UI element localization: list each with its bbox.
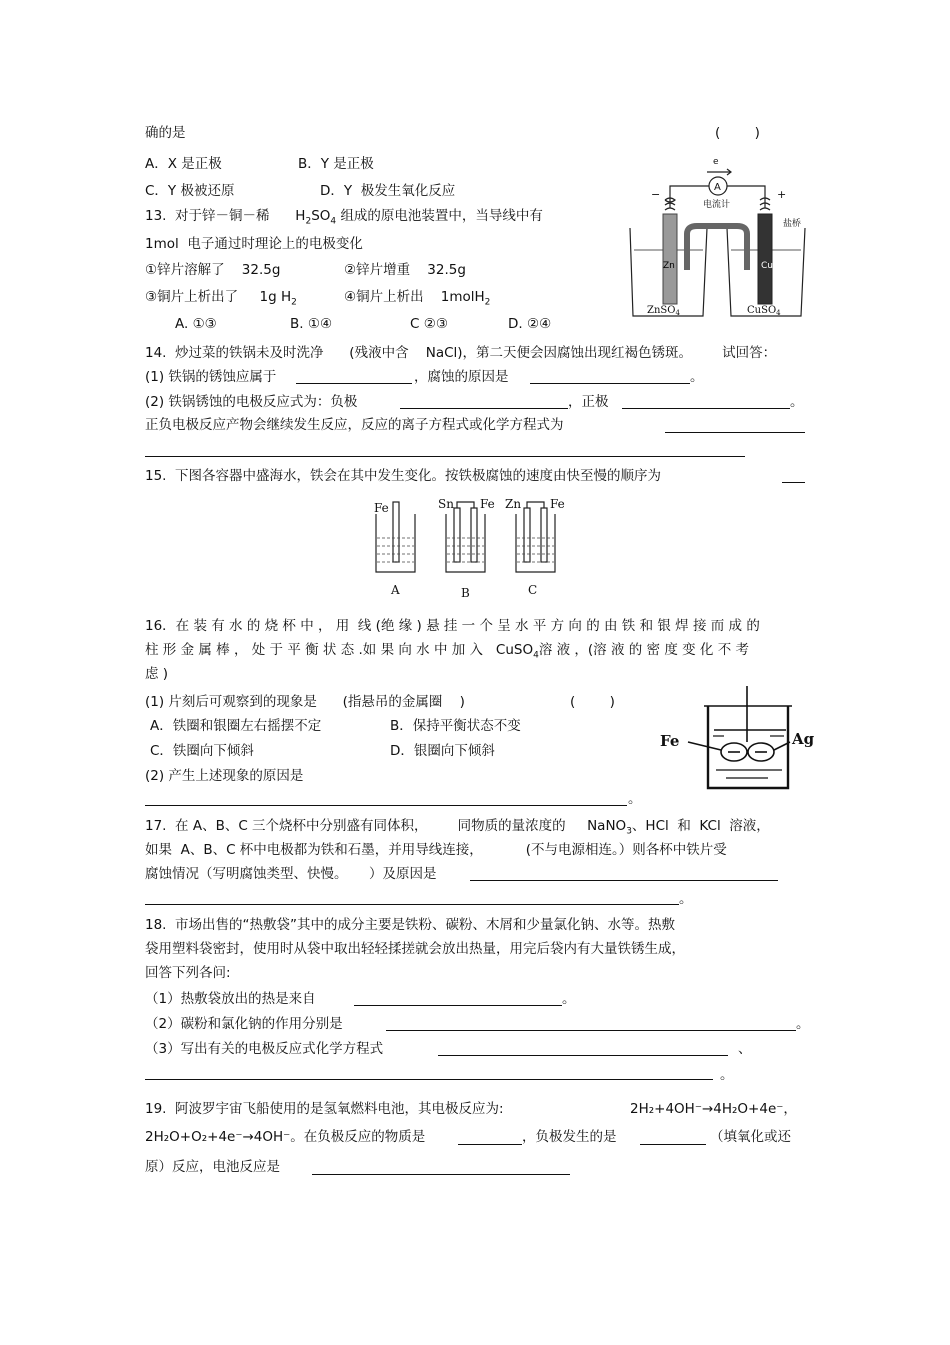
q16-line1: 16．在 装 有 水 的 烧 杯 中 ， 用 线 (绝 缘 ) 悬 挂 一 个 呈 水 平 方 向 的 由 铁 和 银 焊 接 而 成 的: [145, 618, 760, 634]
q19-line3: 原）反应，电池反应是: [145, 1159, 280, 1175]
q18-blank-3b[interactable]: [145, 1079, 713, 1080]
q17-line3: 腐蚀情况（写明腐蚀类型、快慢。 ）及原因是: [145, 866, 437, 882]
q14-line3-a: (2) 铁锅锈蚀的电极反应式为：负极: [145, 394, 358, 410]
q13-choice-b: B. ①④: [290, 316, 333, 332]
q19-blank-substance[interactable]: [458, 1144, 522, 1145]
q13-line2: 1mol 电子通过时理论上的电极变化: [145, 236, 363, 252]
electron-label: e: [713, 157, 719, 167]
q13-choice-c: C ②③: [410, 316, 448, 332]
salt-bridge-label: 盐桥: [783, 219, 802, 229]
q17-line1: 17. 在 A、B、C 三个烧杯中分别盛有同体积， 同物质的量浓度的 NaNO$_3$、HCl 和 KCl 溶液，: [145, 818, 770, 837]
minus-sign: −: [651, 188, 661, 201]
q17-line2: 如果 A、B、C 杯中电极都为铁和石墨，并用导线连接， (不与电源相连。）则各杯中铁片受: [145, 842, 727, 858]
q19-line2-c: （填氧化或还: [710, 1129, 791, 1145]
q16-q1: (1) 片刻后可观察到的现象是 (指悬吊的金属圈 ): [145, 694, 465, 710]
label-a: A: [391, 583, 400, 597]
q14-blank-eq-a[interactable]: [665, 432, 805, 433]
q16-line2: 柱 形 金 属 棒 ， 处 于 平 衡 状 态 .如 果 向 水 中 加 入 CuSO$_4$溶 液 ，(溶 液 的 密 度 变 化 不 考: [145, 642, 750, 661]
fe-label: Fe: [660, 732, 680, 750]
q18-blank-2[interactable]: [386, 1030, 796, 1031]
q14-line3-b: ，正极: [568, 394, 609, 410]
q12-tail: 确的是: [145, 125, 186, 141]
label-sn: Sn: [438, 497, 454, 511]
label-fe-c: Fe: [550, 497, 565, 511]
label-fe-b: Fe: [480, 497, 495, 511]
q18-line3: 回答下列各问:: [145, 965, 231, 981]
q12-answer-paren[interactable]: ( ): [715, 125, 760, 141]
q16-blank-reason[interactable]: [145, 805, 627, 806]
q15-blank[interactable]: [782, 482, 805, 483]
q16-period: 。: [628, 791, 642, 807]
q16-option-d: D．银圈向下倾斜: [390, 743, 495, 759]
q16-option-a: A．铁圈和银圈左右摇摆不定: [150, 718, 322, 734]
q13-option-3: ③铜片上析出了 1g $H_2$: [145, 289, 297, 308]
q14-line1: 14. 炒过菜的铁锅未及时洗净 (残液中含 NaCl)，第二天便会因腐蚀出现红褐色锈斑。 试回答：: [145, 345, 777, 361]
hanging-ring-diagram: [658, 684, 818, 794]
q14-period-1: 。: [690, 369, 704, 385]
q18-period-3: 。: [720, 1067, 734, 1083]
q19-line1: 19. 阿波罗宇宙飞船使用的是氢氧燃料电池，其电极反应为:: [145, 1101, 504, 1117]
meter-label: 电流计: [703, 200, 731, 210]
q13-line1: 13. 对于锌－铜－稀 $H_2SO_4$ 组成的原电池装置中，当导线中有: [145, 208, 543, 227]
q12-option-b: B．Y 是正极: [298, 156, 374, 172]
plus-sign: +: [777, 188, 787, 201]
q13-choice-a: A. ①③: [175, 316, 217, 332]
q19-line2-b: ，负极发生的是: [522, 1129, 617, 1145]
zn-label: Zn: [663, 261, 675, 271]
q13-option-1: ①锌片溶解了 32.5g: [145, 262, 281, 278]
q17-blank-a[interactable]: [470, 880, 778, 881]
q14-blank-type[interactable]: [296, 383, 412, 384]
label-fe-a: Fe: [374, 501, 389, 515]
q18-sep: 、: [738, 1041, 752, 1057]
q18-s2: （2）碳粉和氯化钠的作用分别是: [145, 1016, 343, 1032]
q18-blank-3a[interactable]: [438, 1055, 728, 1056]
q17-blank-b[interactable]: [145, 904, 679, 905]
q19-eq1: 2H₂+4OH⁻→4H₂O+4e⁻，: [630, 1101, 797, 1117]
q14-blank-negative[interactable]: [400, 408, 568, 409]
znso4-label: ZnSO$_4$: [647, 305, 680, 317]
q13-option-4: ④铜片上析出 1molH$_2$: [344, 289, 491, 308]
q19-line2-a: 2H₂O+O₂+4e⁻→4OH⁻。在负极反应的物质是: [145, 1129, 426, 1145]
q12-option-c: C．Y 极被还原: [145, 183, 235, 199]
label-c: C: [528, 583, 538, 597]
q13-choice-d: D. ②④: [508, 316, 552, 332]
ag-label: Ag: [792, 730, 815, 748]
q18-s1: （1）热敷袋放出的热是来自: [145, 991, 316, 1007]
q18-period-2: 。: [796, 1016, 810, 1032]
q14-blank-positive[interactable]: [622, 408, 790, 409]
q16-q2: (2) 产生上述现象的原因是: [145, 768, 304, 784]
q16-option-b: B．保持平衡状态不变: [390, 718, 521, 734]
q18-line1: 18. 市场出售的“热敷袋”其中的成分主要是铁粉、碳粉、木屑和少量氯化钠、水等。热敷: [145, 917, 676, 933]
q16-line3: 虑 ): [145, 666, 169, 682]
q17-period: 。: [679, 891, 693, 907]
q14-line4: 正负电极反应产物会继续发生反应，反应的离子方程式或化学方程式为: [145, 417, 564, 433]
q18-period-1: 。: [562, 991, 576, 1007]
q16-option-c: C．铁圈向下倾斜: [150, 743, 254, 759]
q18-line2: 袋用塑料袋密封，使用时从袋中取出轻轻揉搓就会放出热量，用完后袋内有大量铁锈生成，: [145, 941, 685, 957]
q14-line2-a: (1) 铁锅的锈蚀应属于: [145, 369, 277, 385]
cuso4-label: CuSO$_4$: [747, 305, 781, 317]
q16-answer-paren[interactable]: ( ): [570, 694, 615, 710]
corrosion-beakers-diagram: [368, 496, 578, 604]
cu-label: Cu: [761, 261, 773, 271]
ammeter-label: A: [714, 182, 721, 193]
label-b: B: [461, 586, 470, 600]
q14-blank-reason[interactable]: [530, 383, 690, 384]
q14-blank-eq-b[interactable]: [145, 456, 745, 457]
q13-option-2: ②锌片增重 32.5g: [344, 262, 466, 278]
q15-line1: 15. 下图各容器中盛海水，铁会在其中发生变化。按铁极腐蚀的速度由快至慢的顺序为: [145, 468, 662, 484]
q19-blank-reaction-type[interactable]: [640, 1144, 706, 1145]
galvanic-cell-diagram: [615, 150, 815, 322]
q18-blank-1[interactable]: [354, 1005, 562, 1006]
q19-blank-overall[interactable]: [312, 1174, 570, 1175]
q14-period-2: 。: [790, 394, 804, 410]
label-zn: Zn: [505, 497, 522, 511]
q14-line2-b: ，腐蚀的原因是: [414, 369, 509, 385]
q12-option-a: A．X 是正极: [145, 156, 222, 172]
q12-option-d: D．Y 极发生氧化反应: [320, 183, 456, 199]
q18-s3: （3）写出有关的电极反应式化学方程式: [145, 1041, 384, 1057]
